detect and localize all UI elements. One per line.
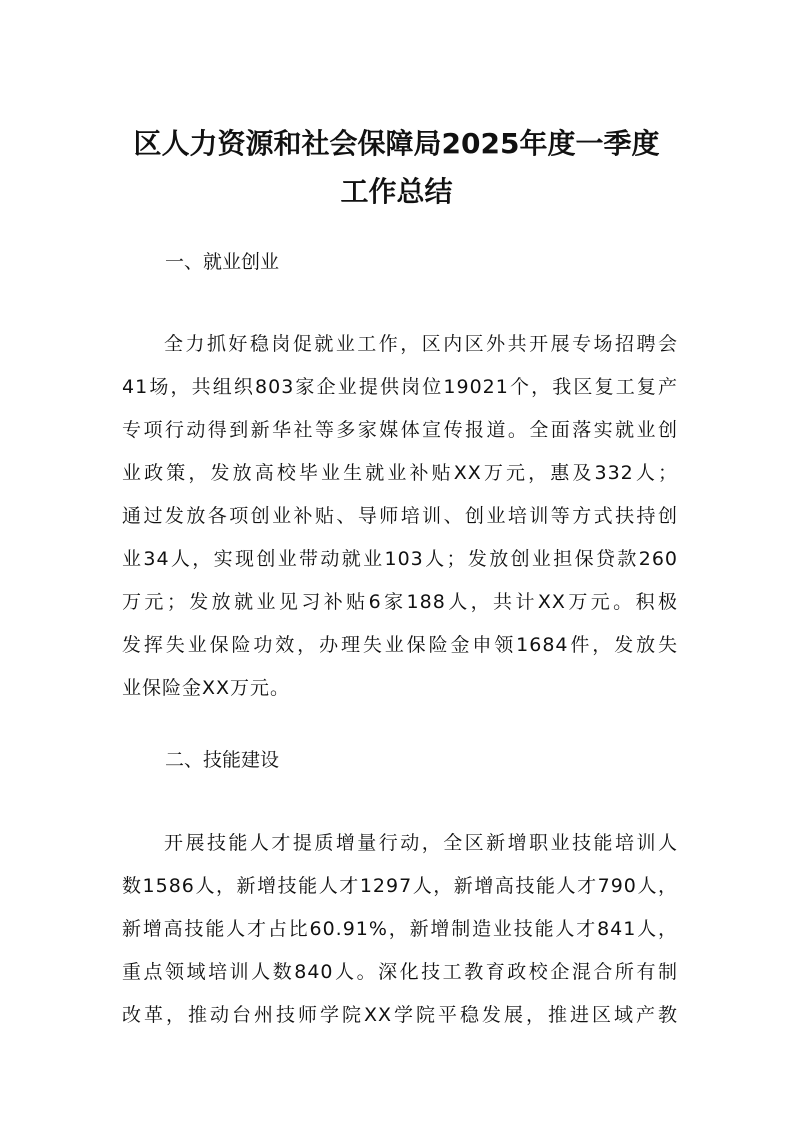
section-paragraph-employment (122, 323, 678, 710)
section-paragraph-skills (122, 822, 678, 1037)
document-title-line-2: 工作总结 (340, 175, 453, 208)
paragraph-line: 重点领域培训人数840人。深化技工教育政校企混合所有制 (122, 961, 678, 983)
paragraph-line: 业政策，发放高校毕业生就业补贴XX万元，惠及332人； (122, 462, 678, 484)
paragraph-line: 通过发放各项创业补贴、导师培训、创业培训等方式扶持创 (122, 505, 678, 527)
paragraph-line: 发挥失业保险功效，办理失业保险金申领1684件，发放失 (122, 634, 678, 656)
paragraph-line: 新增高技能人才占比60.91%，新增制造业技能人才841人， (122, 918, 678, 940)
document-title-line-1: 区人力资源和社会保障局2025年度一季度 (133, 127, 660, 160)
paragraph-line: 万元；发放就业见习补贴6家188人，共计XX万元。积极 (122, 591, 678, 613)
paragraph-line: 数1586人，新增技能人才1297人，新增高技能人才790人， (122, 875, 678, 897)
paragraph-line: 开展技能人才提质增量行动，全区新增职业技能培训人 (164, 832, 678, 854)
paragraph-line: 全力抓好稳岗促就业工作，区内区外共开展专场招聘会 (164, 333, 678, 355)
section-heading-skills: 二、技能建设 (165, 749, 280, 771)
paragraph-line: 业保险金XX万元。 (122, 677, 291, 699)
paragraph-line: 41场，共组织803家企业提供岗位19021个，我区复工复产 (122, 376, 678, 398)
paragraph-line: 改革，推动台州技师学院XX学院平稳发展，推进区域产教 (122, 1004, 678, 1026)
section-heading-employment: 一、就业创业 (165, 251, 280, 273)
paragraph-line: 专项行动得到新华社等多家媒体宣传报道。全面落实就业创 (122, 419, 678, 441)
paragraph-line: 业34人，实现创业带动就业103人；发放创业担保贷款260 (122, 548, 678, 570)
